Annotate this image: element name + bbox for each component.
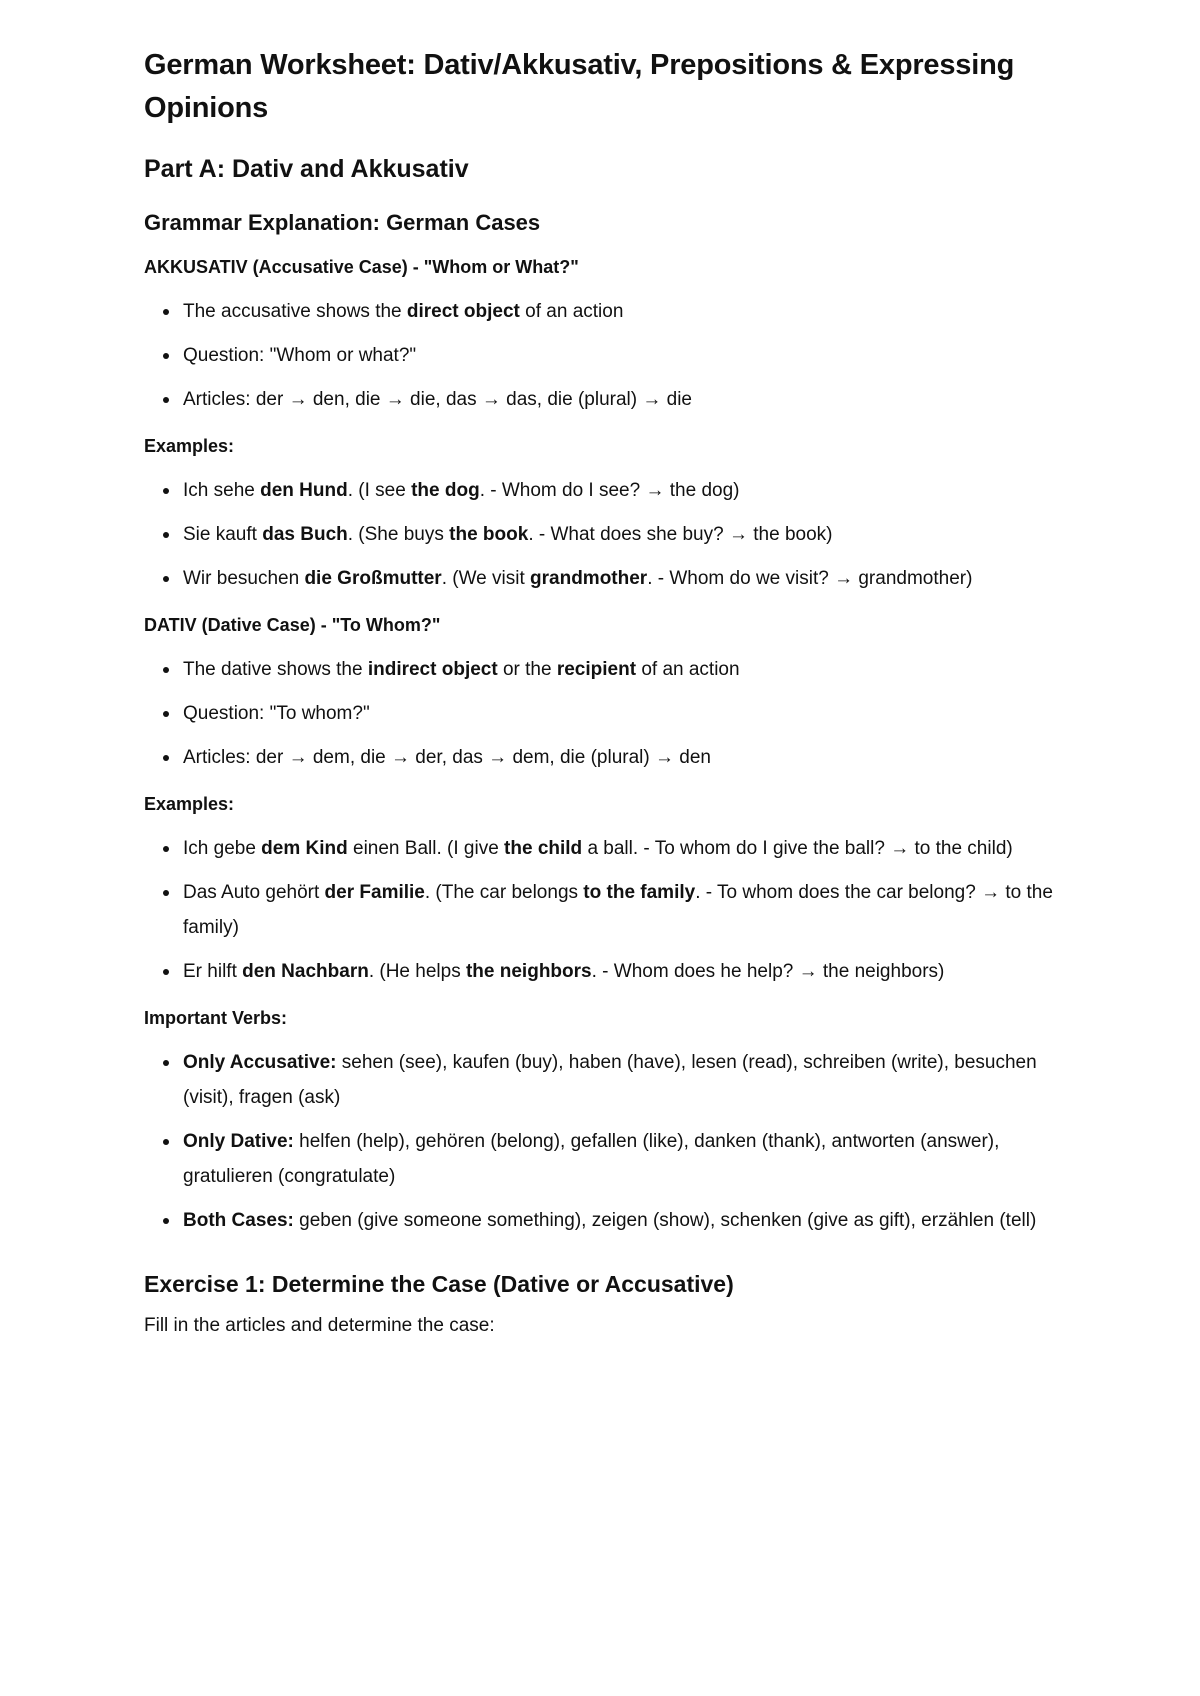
dativ-heading: DATIV (Dative Case) - "To Whom?" [144,615,441,635]
list-item: Das Auto gehört der Familie. (The car belongs to the family. - To whom does the car belong? → to the family) [183,875,1080,945]
akkusativ-examples-list [144,473,1080,596]
list-item: Question: "Whom or what?" [183,338,1080,373]
list-item: Articles: der → dem, die → der, das → dem, die (plural) → den [183,740,1080,775]
list-item: Er hilft den Nachbarn. (He helps the neighbors. - Whom does he help? → the neighbors) [183,954,1080,989]
dativ-examples-list [144,831,1080,989]
list-item: Both Cases: geben (give someone something), zeigen (show), schenken (give as gift), erzählen (tell) [183,1203,1080,1238]
list-item: Only Dative: helfen (help), gehören (belong), gefallen (like), danken (thank), antworten (answer), gratulieren (congratulate) [183,1124,1080,1194]
list-item: The dative shows the indirect object or the recipient of an action [183,652,1080,687]
akkusativ-examples-label: Examples: [144,436,235,456]
page-title: German Worksheet: Dativ/Akkusativ, Prepositions & Expressing Opinions [144,49,1015,124]
list-item: Ich gebe dem Kind einen Ball. (I give the child a ball. - To whom do I give the ball? → to the child) [183,831,1080,866]
exercise-1-instruction: Fill in the articles and determine the case: [144,1315,495,1336]
grammar-explanation-heading: Grammar Explanation: German Cases [144,210,541,235]
list-item: The accusative shows the direct object of an action [183,294,1080,329]
exercise-1-heading: Exercise 1: Determine the Case (Dative or Accusative) [144,1271,734,1297]
important-verbs-list [144,1045,1080,1238]
akkusativ-rules-list [144,294,1080,417]
important-verbs-label: Important Verbs: [144,1008,288,1028]
akkusativ-heading: AKKUSATIV (Accusative Case) - "Whom or What?" [144,257,579,277]
list-item: Question: "To whom?" [183,696,1080,731]
list-item: Articles: der → den, die → die, das → das, die (plural) → die [183,382,1080,417]
part-a-heading: Part A: Dativ and Akkusativ [144,155,469,183]
list-item: Ich sehe den Hund. (I see the dog. - Whom do I see? → the dog) [183,473,1080,508]
list-item: Sie kauft das Buch. (She buys the book. - What does she buy? → the book) [183,517,1080,552]
dativ-examples-label: Examples: [144,794,235,814]
list-item: Only Accusative: sehen (see), kaufen (buy), haben (have), lesen (read), schreiben (write), besuchen (visit), fragen (ask) [183,1045,1080,1115]
dativ-rules-list [144,652,1080,775]
list-item: Wir besuchen die Großmutter. (We visit grandmother. - Whom do we visit? → grandmother) [183,561,1080,596]
